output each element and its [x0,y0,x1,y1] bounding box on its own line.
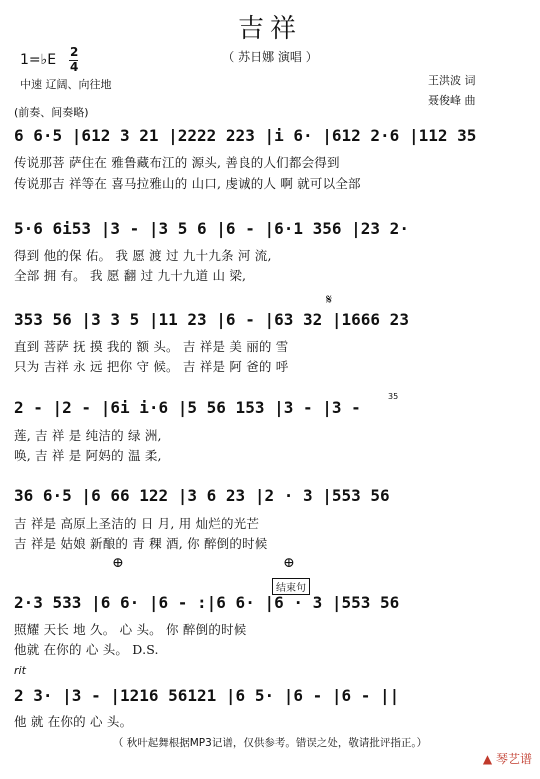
score-row-3-notes: 353 56 |3 3 5 |11 23 |6 - |63 32 |1666 23 [14,310,409,329]
score-row-2-lyric-verse-1: 得到 他的保 佑。 我 愿 渡 过 九十九条 河 流, [14,248,272,263]
transcription-note: （ 秋叶起舞根据MP3记谱，仅供参考。错误之处，敬请批评指正。） [112,737,428,749]
score-row-5-lyric-verse-2: 吉 祥是 姑娘 新酿的 青 稞 酒, 你 醉倒的时候 [14,536,268,551]
tempo-marking: 中速 辽阔、向往地 [20,78,112,91]
score-row-2-lyric-verse-2: 全部 拥 有。 我 愿 翻 过 九十九道 山 梁, [14,268,247,283]
score-row-4-lyric-verse-2: 唤, 吉 祥 是 阿妈的 温 柔, [14,448,162,463]
logo-text: 琴艺谱 [495,752,532,766]
score-row-1-lyric-verse-1: 传说那菩 萨住在 雅鲁藏布江的 源头, 善良的人们都会得到 [14,155,340,170]
intro-note: (前奏、间奏略) [14,106,89,119]
score-row-5-lyric-verse-1: 吉 祥是 高原上圣洁的 日 月, 用 灿烂的光芒 [14,516,260,531]
score-row-7-notes: 2 3· |3 - |1216 56121 |6 5· |6 - |6 - || [14,686,400,705]
score-row-3-lyric-verse-1: 直到 菩萨 抚 摸 我的 额 头。 吉 祥是 美 丽的 雪 [14,339,289,354]
logo-icon: ▲ [482,752,493,766]
coda-sign-left: ⊕ [112,555,124,571]
composer-credit: 聂俊峰 曲 [428,94,476,107]
score-row-6-notes: 2·3 533 |6 6· |6 - :|6 6· |6 · 3 |553 56 [14,593,400,612]
score-row-1-lyric-verse-2: 传说那吉 祥等在 喜马拉雅山的 山口, 虔诚的人 啊 就可以全部 [14,176,361,191]
score-row-1-notes: 6 6·5 |612 3 21 |2222 223 |i 6· |612 2·6 |112 35 [14,126,477,145]
time-signature-top: 2 [70,45,79,59]
grace-notes: 35 [388,392,399,401]
time-signature-bottom: 4 [70,60,79,74]
ritardando-mark: rit [14,664,26,677]
performer-subtitle: （ 苏日娜 演唱 ） [222,50,318,64]
lyricist-credit: 王洪波 词 [428,74,476,87]
score-row-2-notes: 5·6 6i53 |3 - |3 5 6 |6 - |6·1 356 |23 2· [14,219,409,238]
coda-sign-right: ⊕ [283,555,295,571]
site-logo [483,750,532,767]
ending-section-label: 结束句 [272,578,310,595]
key-signature: 1=♭E [20,52,57,68]
page-title: 吉祥 [237,14,302,44]
score-row-4-notes: 2 - |2 - |6i i·6 |5 56 153 |3 - |3 - [14,398,361,417]
segno-sign: 𝄋 [326,292,333,308]
score-row-3-lyric-verse-2: 只为 吉祥 永 远 把你 守 候。 吉 祥是 阿 爸的 呼 [14,359,289,374]
score-row-6-lyric-verse-2: 他就 在你的 心 头。 D.S. [14,642,159,657]
score-row-5-notes: 36 6·5 |6 66 122 |3 6 23 |2 · 3 |553 56 [14,486,390,505]
score-row-6-lyric-verse-1: 照耀 天长 地 久。 心 头。 你 醉倒的时候 [14,622,247,637]
score-row-4-lyric-verse-1: 莲, 吉 祥 是 纯洁的 绿 洲, [14,428,162,443]
score-row-7-lyric-verse-1: 他 就 在你的 心 头。 [14,714,133,729]
